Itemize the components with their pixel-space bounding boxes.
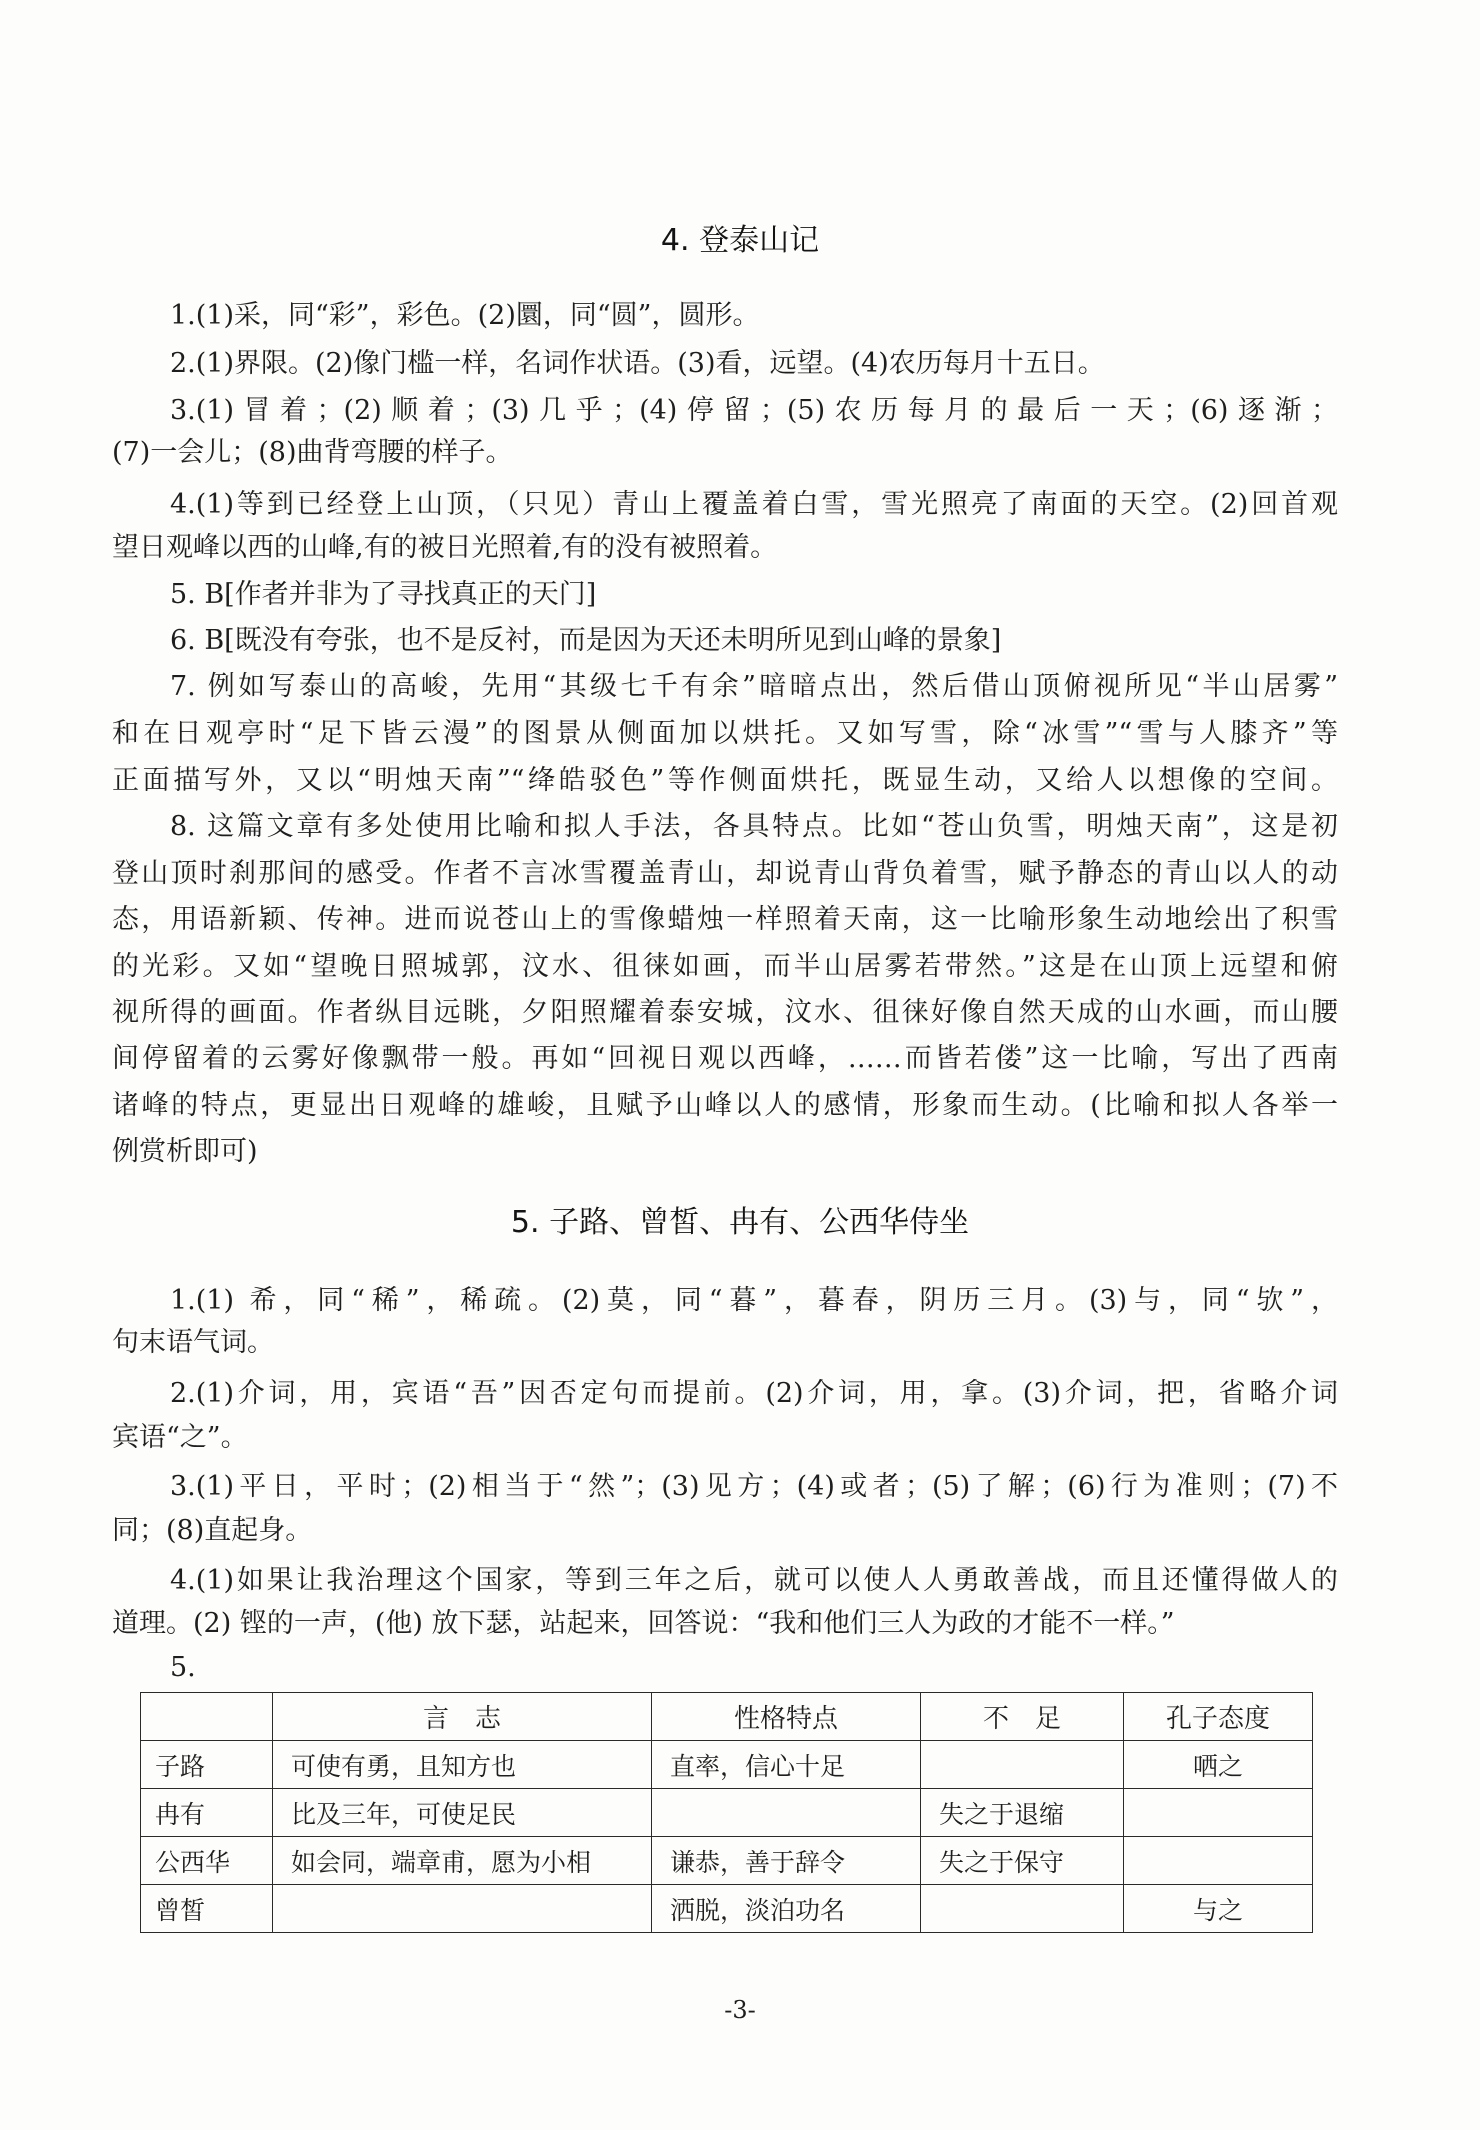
s4-line-3: 3.(1)冒着；(2)顺着；(3)几乎；(4)停留；(5)农历每月的最后一天；(6)逐渐； [170, 395, 1338, 426]
s4-line-1: 1.(1)采，同“彩”，彩色。(2)圜，同“圆”，圆形。 [170, 300, 760, 331]
s4-line-15: 的光彩。又如“望晚日照城郭，汶水、徂徕如画，而半山居雾若带然。”这是在山顶上远望和俯 [112, 951, 1338, 982]
s5-line-3: 2.(1)介词，用，宾语“吾”因否定句而提前。(2)介词，用，拿。(3)介词，把，省略介词 [170, 1378, 1338, 1409]
table-cell [1124, 1837, 1313, 1885]
table-cell [921, 1885, 1124, 1933]
table-cell: 失之于退缩 [921, 1789, 1124, 1837]
table-cell [1124, 1789, 1313, 1837]
s4-line-13: 登山顶时刹那间的感受。作者不言冰雪覆盖青山，却说青山背负着雪，赋予静态的青山以人的动 [112, 858, 1338, 889]
table-cell: 可使有勇，且知方也 [273, 1741, 652, 1789]
table-header-cell [141, 1693, 273, 1741]
table-cell: 哂之 [1124, 1741, 1313, 1789]
s5-line-4: 宾语“之”。 [112, 1422, 248, 1453]
s4-line-16: 视所得的画面。作者纵目远眺，夕阳照耀着泰安城，汶水、徂徕好像自然天成的山水画，而山腰 [112, 997, 1338, 1028]
table-cell: 失之于保守 [921, 1837, 1124, 1885]
s4-line-4: (7)一会儿；(8)曲背弯腰的样子。 [112, 437, 513, 468]
s5-line-1: 1.(1) 希，同“稀”，稀疏。(2)莫，同“暮”，暮春，阴历三月。(3)与，同“欤”， [170, 1285, 1338, 1316]
table-cell: 与之 [1124, 1885, 1313, 1933]
table-row [141, 1885, 1313, 1933]
table-cell: 如会同，端章甫，愿为小相 [273, 1837, 652, 1885]
s5-line-8: 道理。(2) 铿的一声，(他) 放下瑟，站起来，回答说：“我和他们三人为政的才能不一样。” [112, 1608, 1175, 1639]
s4-line-7: 5. B[作者并非为了寻找真正的天门] [170, 579, 597, 610]
table-cell [921, 1741, 1124, 1789]
s4-line-8: 6. B[既没有夸张，也不是反衬，而是因为天还未明所见到山峰的景象] [170, 625, 1002, 656]
summary-table [140, 1692, 1313, 1933]
s5-line-9: 5. [170, 1652, 196, 1683]
s4-line-14: 态，用语新颖、传神。进而说苍山上的雪像蜡烛一样照着天南，这一比喻形象生动地绘出了积雪 [112, 904, 1338, 935]
table-cell: 公西华 [141, 1837, 273, 1885]
s4-line-11: 正面描写外，又以“明烛天南”“绛皓驳色”等作侧面烘托，既显生动，又给人以想像的空间。 [112, 765, 1338, 796]
table-header-row [141, 1693, 1313, 1741]
s4-line-5: 4.(1)等到已经登上山顶，（只见）青山上覆盖着白雪，雪光照亮了南面的天空。(2)回首观 [170, 489, 1338, 520]
table-cell: 曾皙 [141, 1885, 273, 1933]
s4-line-17: 间停留着的云雾好像飘带一般。再如“回视日观以西峰，……而皆若偻”这一比喻，写出了西南 [112, 1043, 1338, 1074]
s4-line-6: 望日观峰以西的山峰,有的被日光照着,有的没有被照着。 [112, 532, 778, 563]
section-4-title: 4. 登泰山记 [660, 223, 820, 258]
section-5-title: 5. 子路、曾皙、冉有、公西华侍坐 [510, 1205, 970, 1240]
table-row [141, 1837, 1313, 1885]
s5-line-5: 3.(1)平日，平时；(2)相当于“然”；(3)见方；(4)或者；(5)了解；(6)行为准则；(7)不 [170, 1471, 1338, 1502]
table-cell: 洒脱，淡泊功名 [652, 1885, 921, 1933]
page-number: -3- [724, 1996, 756, 2024]
s4-line-9: 7. 例如写泰山的高峻，先用“其级七千有余”暗暗点出，然后借山顶俯视所见“半山居雾” [170, 671, 1338, 702]
table-row [141, 1741, 1313, 1789]
s4-line-2: 2.(1)界限。(2)像门槛一样，名词作状语。(3)看，远望。(4)农历每月十五日。 [170, 348, 1105, 379]
table-cell: 比及三年，可使足民 [273, 1789, 652, 1837]
s5-line-2: 句末语气词。 [112, 1327, 274, 1358]
table-header-cell: 言 志 [273, 1693, 652, 1741]
table-cell: 冉有 [141, 1789, 273, 1837]
table-header-cell: 不 足 [921, 1693, 1124, 1741]
table-cell: 直率，信心十足 [652, 1741, 921, 1789]
s5-line-6: 同；(8)直起身。 [112, 1515, 313, 1546]
table-cell: 子路 [141, 1741, 273, 1789]
s4-line-12: 8. 这篇文章有多处使用比喻和拟人手法，各具特点。比如“苍山负雪，明烛天南”，这是初 [170, 811, 1338, 842]
s5-line-7: 4.(1)如果让我治理这个国家，等到三年之后，就可以使人人勇敢善战，而且还懂得做人的 [170, 1565, 1338, 1596]
table-cell [652, 1789, 921, 1837]
table-row [141, 1789, 1313, 1837]
s4-line-19: 例赏析即可) [112, 1136, 258, 1167]
s4-line-18: 诸峰的特点，更显出日观峰的雄峻，且赋予山峰以人的感情，形象而生动。(比喻和拟人各举一 [112, 1090, 1338, 1121]
s4-line-10: 和在日观亭时“足下皆云漫”的图景从侧面加以烘托。又如写雪，除“冰雪”“雪与人膝齐”等 [112, 718, 1338, 749]
table-header-cell: 性格特点 [652, 1693, 921, 1741]
table-cell [273, 1885, 652, 1933]
table-cell: 谦恭，善于辞令 [652, 1837, 921, 1885]
table-header-cell: 孔子态度 [1124, 1693, 1313, 1741]
